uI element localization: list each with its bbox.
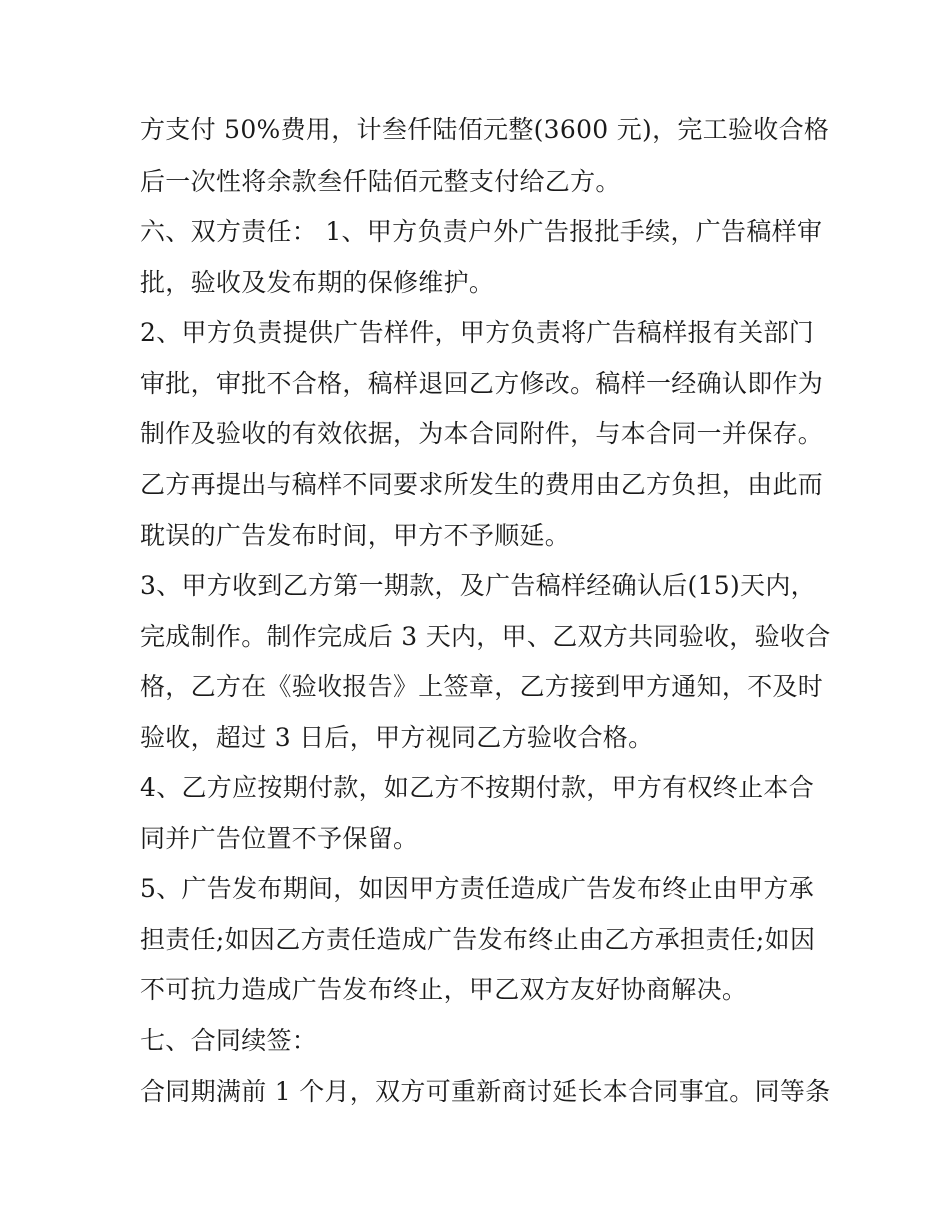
text-line: 同并广告位置不予保留。 [140,824,419,853]
text-line: 耽误的广告发布时间，甲方不予顺延。 [140,521,571,550]
text-line: 3、甲方收到乙方第一期款，及广告稿样经确认后(15)天内， [140,571,816,600]
text-line: 合同期满前 1 个月，双方可重新商讨延长本合同事宜。同等条 [140,1077,831,1106]
text-line: 制作及验收的有效依据，为本合同附件，与本合同一并保存。 [140,419,824,448]
section-heading: 七、合同续签： [140,1026,318,1055]
text-line: 完成制作。制作完成后 3 天内，甲、乙双方共同验收，验收合 [140,622,831,651]
text-line: 后一次性将余款叁仟陆佰元整支付给乙方。 [140,167,621,196]
text-line: 格，乙方在《验收报告》上签章，乙方接到甲方通知，不及时 [140,672,824,701]
text-line: 验收，超过 3 日后，甲方视同乙方验收合格。 [140,723,654,752]
text-line: 六、双方责任： 1、甲方负责户外广告报批手续，广告稿样审 [140,217,823,246]
text-line: 4、乙方应按期付款，如乙方不按期付款，甲方有权终止本合 [140,773,815,802]
text-line: 审批，审批不合格，稿样退回乙方修改。稿样一经确认即作为 [140,369,824,398]
text-line: 5、广告发布期间，如因甲方责任造成广告发布终止由甲方承 [140,874,815,903]
text-line: 批，验收及发布期的保修维护。 [140,268,495,297]
text-line: 方支付 50%费用，计叁仟陆佰元整(3600 元)，完工验收合格 [140,115,830,144]
text-line: 2、甲方负责提供广告样件，甲方负责将广告稿样报有关部门 [140,318,815,347]
text-line: 担责任;如因乙方责任造成广告发布终止由乙方承担责任;如因 [140,925,816,954]
text-line: 乙方再提出与稿样不同要求所发生的费用由乙方负担，由此而 [140,470,824,499]
text-line: 不可抗力造成广告发布终止，甲乙双方友好协商解决。 [140,975,748,1004]
